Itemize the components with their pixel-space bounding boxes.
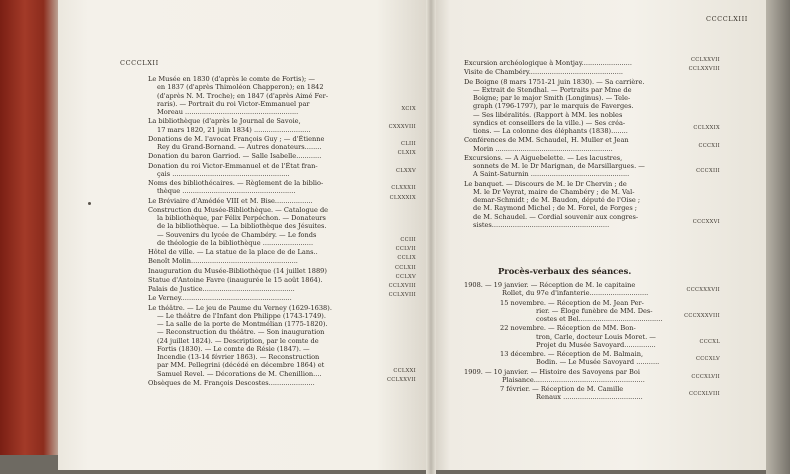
toc-entry-line: 15 novembre. — Réception de M. Jean Per- [500,298,644,307]
toc-page-ref: CCLIX [397,255,416,262]
toc-page-ref: CCCXLV [696,356,720,363]
toc-entry-line: Donation du roi Victor-Emmanuel et de l'État fran- [148,161,318,170]
toc-entry-line: çais ........................................................ [157,169,290,178]
toc-entry-line: par MM. Pellegrini (décédé en décembre 1864) et [157,361,325,370]
toc-entry [464,385,720,402]
toc-entry-line: — Le théâtre de l'Infant don Philippe (1743-1749). [157,311,326,320]
toc-page-ref: CCLVII [395,246,416,252]
toc-entry [464,153,720,179]
toc-entry [148,264,416,275]
toc-entry-line: Conférences de MM. Schaudel, H. Muller et Jean [464,136,629,145]
proces-verbaux-heading: Procès-verbaux des séances. [498,266,632,276]
toc-entry-line: Le Bréviaire d'Amédée VIII et M. Bise.................. [148,196,313,205]
toc-entry-line: sonnets de M. le Dr Marignan, de Marsillargues. — [473,162,645,170]
toc-entry-line: de M. Raymond Michel ; de M. Forel, de Forges ; [473,204,638,213]
toc-entry-line: Inauguration du Musée-Bibliothèque (14 juillet 1889) [148,266,327,275]
toc-page-ref: XCIX [401,106,416,112]
book-gutter [426,0,436,474]
toc-entry [464,367,720,385]
toc-page-ref: CCCXII [698,142,720,149]
toc-entry-line: Le Verney..................................................... [148,294,292,303]
toc-entry [464,281,720,298]
toc-entry [148,75,416,116]
toc-entry [148,179,416,196]
toc-entry-line: Fortis (1830). — Le comte de Résie (1847). — [157,344,310,353]
toc-page-ref: CLXXV [395,167,416,174]
toc-entry-line: tron, Carle, docteur Louis Moret. — [536,332,656,341]
toc-page-ref: CCCXXVI [692,218,720,225]
page-mark [88,202,91,205]
toc-page-ref: CCLXVIII [388,292,416,299]
toc-page-ref: CCLXVIII [388,283,416,289]
toc-entry [148,117,416,134]
toc-entry-line: Le banquet. — Discours de M. le Dr Chervin ; de [464,179,627,188]
toc-entry-line: Visite de Chambéry............................................. [464,68,624,77]
toc-entry-line: Morin ........................................................ [473,144,613,153]
toc-entry-line: Excursion archéologique à Montjay........................ [464,59,632,67]
toc-entry-line: Excursions. — A Aiguebelette. — Les lacustres, [464,153,623,162]
toc-entry-line: — Souvenirs du lycée de Chambéry. — Le fonds [157,230,317,239]
left-toc-list [148,74,416,387]
toc-page-ref: CLXXXII [391,185,416,192]
toc-page-ref: CCCXXXVII [686,287,720,294]
toc-entry-line: Hôtel de ville. — La statue de la place de de Lans.. [148,248,318,256]
toc-page-ref: CCLXV [395,273,416,280]
toc-entry-line: 13 décembre. — Réception de M. Balmain, [500,350,644,358]
toc-entry [148,150,416,161]
toc-entry-line: Le théâtre. — Le jeu de Paume du Verney (1629-1638). [148,303,332,312]
toc-entry-line: Samuel Revel. — Décorations de M. Chenillion.... [157,369,322,378]
left-page-number: CCCCLXII [120,59,159,67]
toc-entry-line: A Saint-Saturnin ............................................... [473,170,630,179]
toc-entry-line: Incendie (13-14 février 1863). — Reconstruction [157,353,320,361]
toc-page-ref: CCLXXVII [690,57,720,63]
toc-page-ref: CCCXL [699,338,720,345]
right-toc-list [464,57,720,229]
toc-page-ref: CLIII [400,141,416,147]
toc-entry [148,283,416,293]
toc-entry-line: graph (1796-1797), par le marquis de Faverges. [473,102,634,111]
toc-entry-line: Projet du Musée Savoyard............... [536,340,656,349]
toc-entry [148,292,416,303]
toc-page-ref: CLXIX [397,150,416,157]
toc-entry-line: demar-Schmidt ; de M. Baudon, député de l'Oise ; [473,196,641,204]
toc-entry-line: la bibliothèque, par Félix Perpéchon. — Donateurs [157,214,326,222]
toc-entry-line: costes et Bel........................................ [536,315,663,323]
toc-entry [148,161,416,179]
right-page-number: CCCCLXIII [706,15,748,23]
toc-entry [464,57,720,67]
toc-entry-line: Palais de Justice............................................ [148,285,295,293]
toc-entry [464,298,720,324]
toc-entry-line: tions. — La colonne des éléphants (1838)........ [473,127,628,135]
toc-entry-line: De Boigne (8 mars 1751-21 juin 1830). — Sa carrière. [464,77,645,86]
toc-entry-line: 7 février. — Réception de M. Camille [500,385,624,393]
toc-entry-line: Bodin. — Le Musée Savoyard ........... [536,358,660,367]
toc-entry-line: 17 mars 1820, 21 juin 1834) ........................... [157,125,311,134]
toc-page-ref: CCLXXI [393,367,416,374]
toc-entry-line: Boigne; par le major Smith (Longinus). — Tele- [473,94,631,102]
toc-entry [148,246,416,256]
background-fabric [0,0,62,474]
page-edges [766,0,790,474]
toc-entry-line: Donation du baron Garriod. — Salle Isabelle............ [148,152,322,161]
toc-entry-line: sistes........................................................ [473,220,610,229]
toc-entry-line: Moreau ...................................................... [157,108,299,116]
toc-entry [148,194,416,205]
toc-entry-line: Rey du Grand-Bornand. — Autres donateurs........ [157,143,322,151]
toc-entry [464,179,720,230]
toc-page-ref: CCCXLVIII [688,391,720,398]
toc-page-ref: CCCXLVII [691,373,720,380]
toc-entry [464,136,720,153]
toc-entry-line: Renaux ...................................... [536,393,643,402]
toc-entry-line: de M. Schaudel. — Cordial souvenir aux congres- [473,212,639,221]
toc-entry-line: Le Musée en 1830 (d'après le comte de Fortis); — [148,75,315,83]
toc-page-ref: CCCXXXVIII [684,313,720,319]
toc-page-ref: CCIII [400,236,416,243]
toc-entry-line: Noms des bibliothécaires. — Règlement de la biblio- [148,179,324,187]
toc-entry-line: Donations de M. l'avocat François Guy ; — d'Étienne [148,134,325,143]
toc-entry-line: rier. — Éloge funèbre de MM. Des- [536,306,653,315]
toc-entry-line: 1909. — 10 janvier. — Histoire des Savoyens par Boi [464,367,640,376]
toc-entry [148,376,416,387]
toc-entry-line: M. le Dr Veyrat, maire de Chambéry ; de M. Val- [473,187,635,196]
toc-page-ref: CCLXXVII [386,376,416,383]
toc-entry [148,255,416,266]
toc-entry-line: Obsèques de M. François Descostes...................... [148,378,315,387]
toc-entry-line: Benoît Molin................................................... [148,257,298,266]
toc-entry [148,303,416,378]
toc-entry-line: (24 juillet 1824). — Description, par le comte de [157,336,319,345]
toc-entry-line: — Extrait de Stendhal. — Portraits par Mme de [473,85,632,94]
toc-entry-line: de théologie de la bibliothèque ........................ [157,238,314,247]
proces-verbaux-list [464,280,720,402]
toc-entry [464,350,720,367]
toc-entry-line: (d'après N. M. Troche); en 1847 (d'après Aimé Fer- [157,91,329,100]
toc-page-ref: CCLXXIX [693,125,720,131]
toc-entry-line: 1908. — 19 janvier. — Réception de M. le capitaine [464,281,636,289]
toc-entry-line: 22 novembre. — Réception de MM. Bon- [500,324,636,333]
toc-entry-line: — Ses libéralités. (Rapport à MM. les nobles [473,110,623,119]
toc-entry-line: Construction du Musée-Bibliothèque. — Catalogue de [148,205,329,214]
toc-page-ref: CLXXXIX [389,194,416,201]
toc-entry-line: Rollet, du 97e d'infanterie............................ [502,289,649,298]
toc-entry-line: Plaisance..................................................... [502,375,645,384]
toc-entry-line: thèque ...................................................... [157,187,296,196]
toc-entry [464,66,720,77]
toc-page-ref: CCLXXVIII [688,66,720,73]
toc-entry [148,134,416,152]
toc-entry [148,205,416,247]
toc-entry-line: en 1837 (d'après Thimoléon Chapperon); en 1842 [157,83,324,92]
toc-page-ref: CCLXII [395,264,416,271]
toc-entry-line: syndics et conseillers de la ville.) — Ses créa- [473,118,626,127]
toc-page-ref: CCCXIII [696,168,720,175]
toc-entry [464,324,720,349]
toc-entry-line: — Reconstruction du théâtre. — Son inauguration [157,328,325,337]
toc-page-ref: CXXXVIII [388,123,416,130]
toc-entry [464,77,720,136]
toc-entry-line: La bibliothèque (d'après le Journal de Savoie, [148,117,301,126]
toc-entry-line: de la bibliothèque. — La bibliothèque des Jésuites. [157,222,327,231]
toc-entry [148,273,416,284]
toc-entry-line: raris). — Portrait du roi Victor-Emmanuel par [157,99,310,108]
toc-entry-line: Statue d'Antoine Favre (inaugurée le 15 août 1864). [148,275,323,284]
toc-entry-line: — La salle de la porte de Montmélian (1775-1820). [157,320,328,328]
